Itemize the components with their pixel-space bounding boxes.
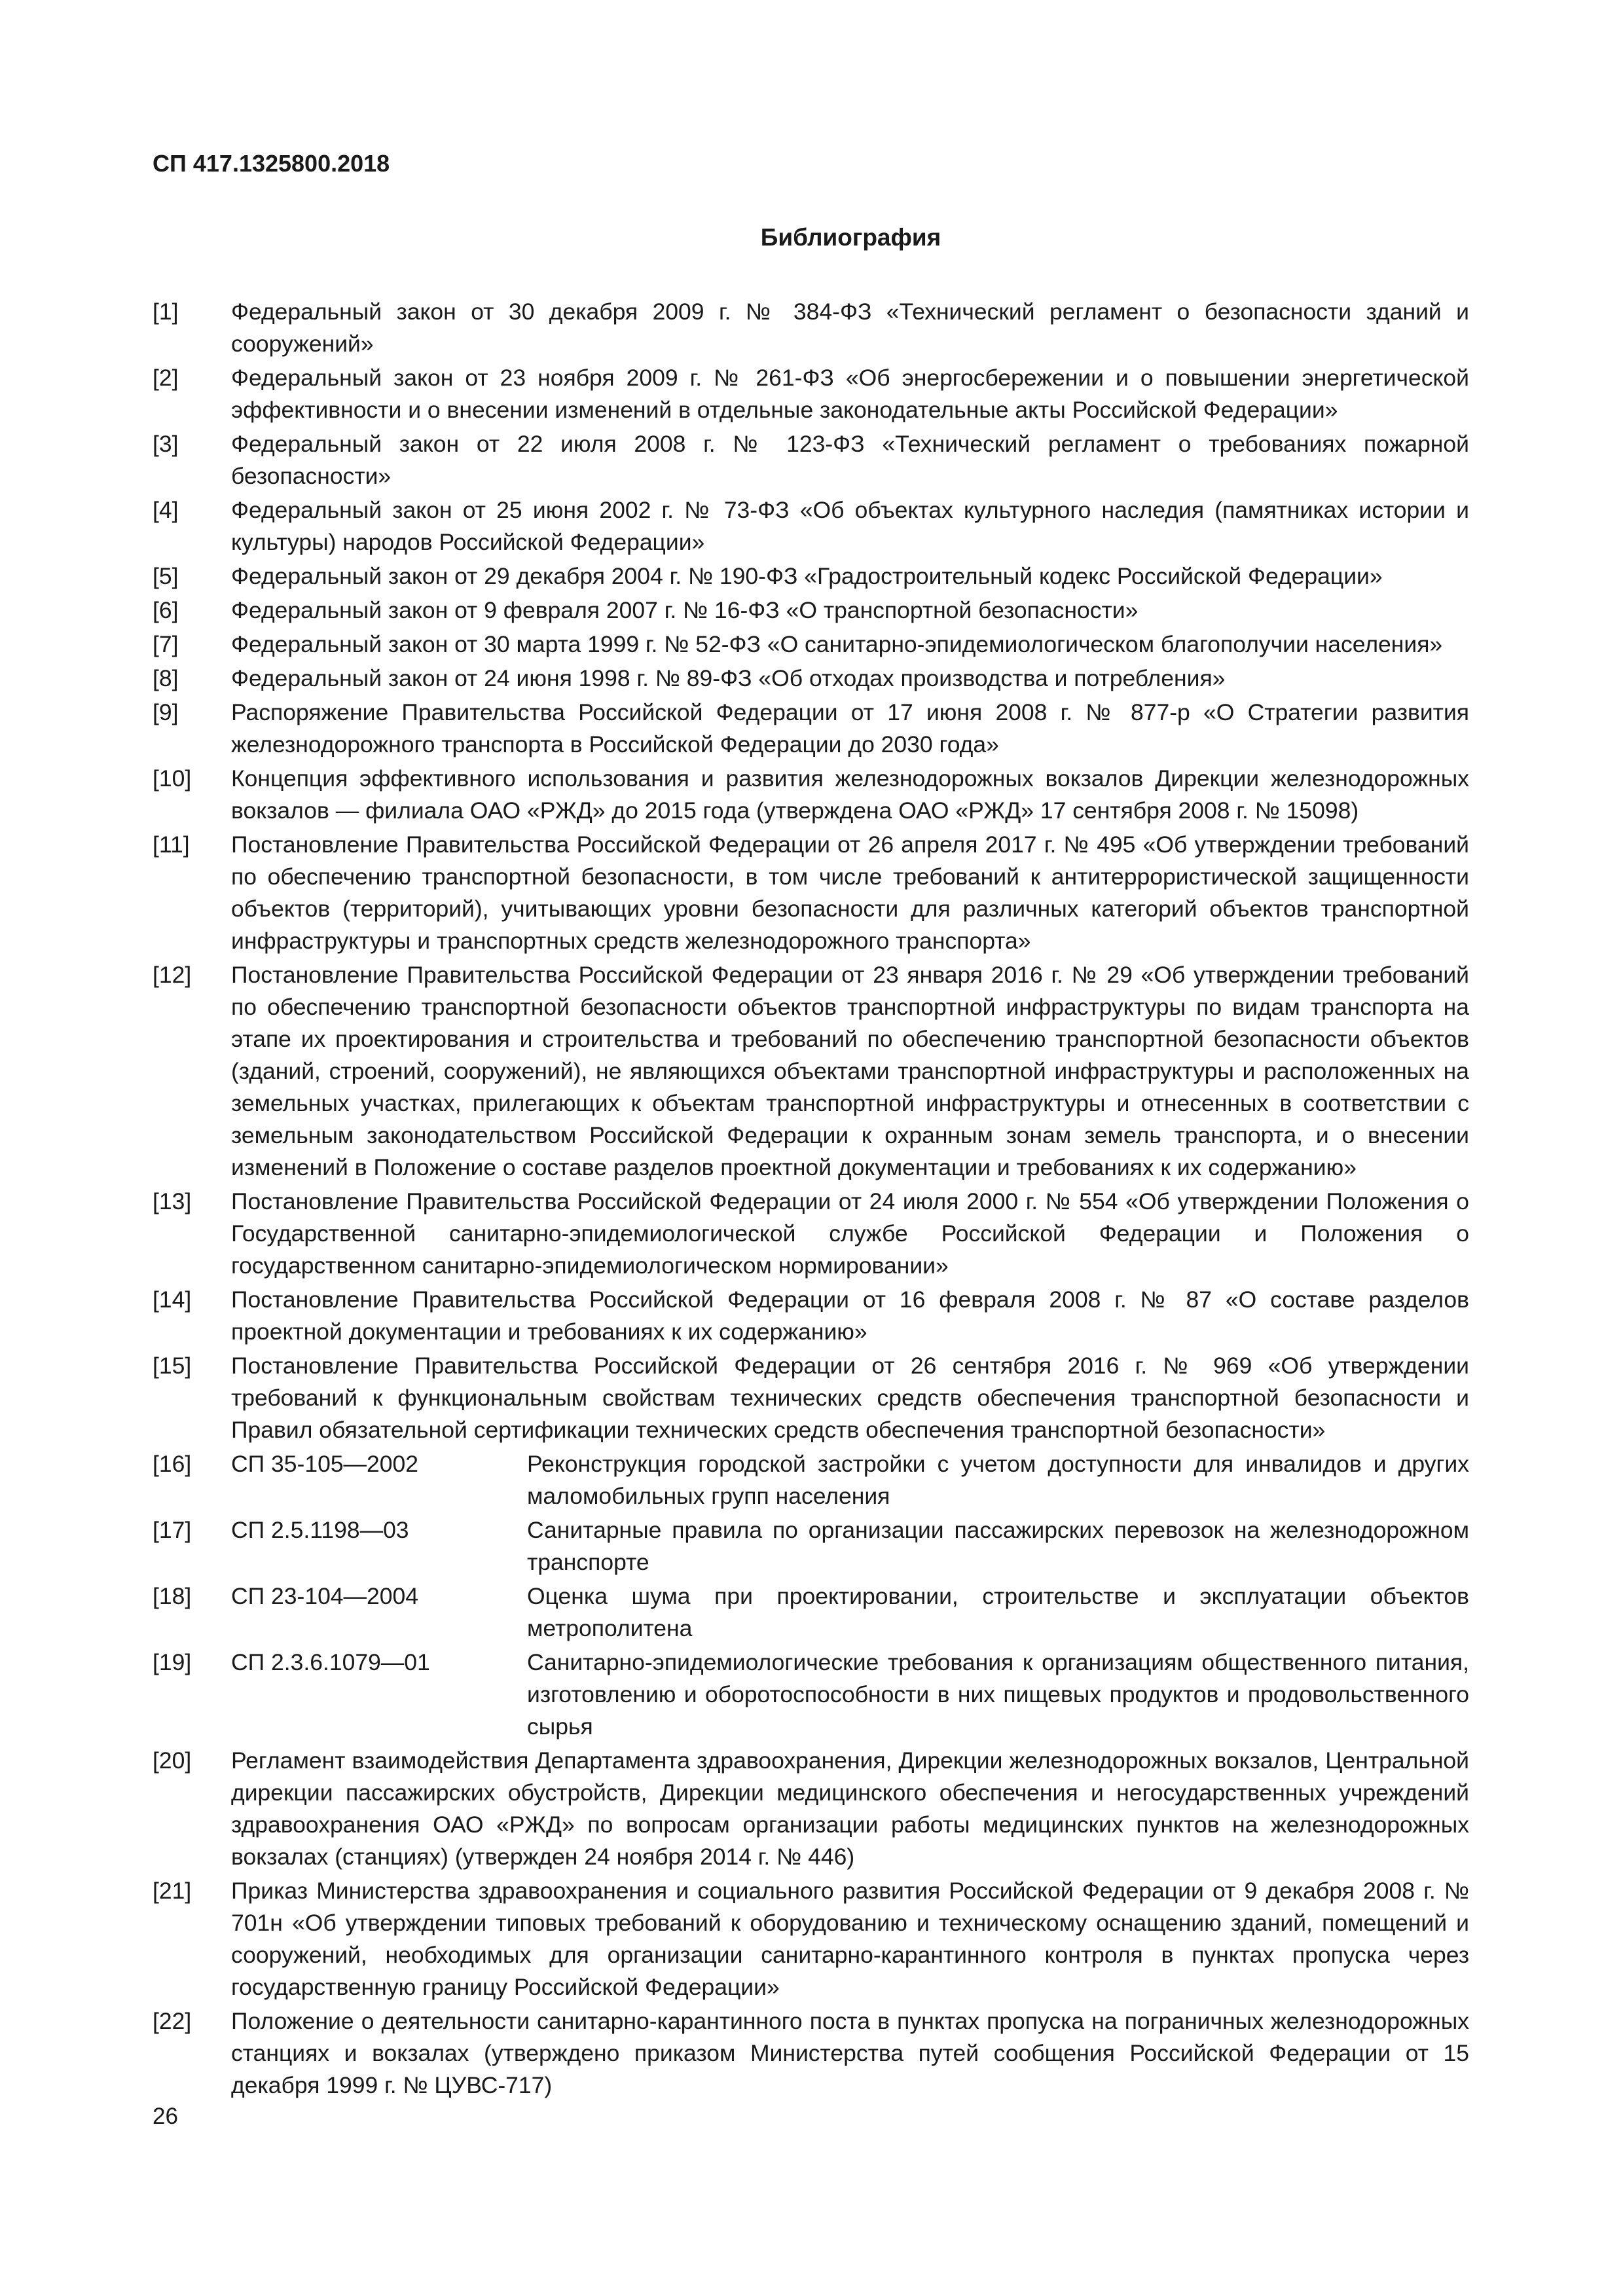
entry-code: СП 2.3.6.1079—01 <box>231 1649 430 1675</box>
document-code: СП 417.1325800.2018 <box>153 150 390 177</box>
bibliography-entry <box>153 959 1469 1184</box>
bibliography-entry <box>153 1745 1469 1873</box>
bibliography-entry <box>153 1284 1469 1348</box>
entry-text: Федеральный закон от 30 марта 1999 г. № 52-ФЗ «О санитарно-эпидемиологическом благополучии населения» <box>231 631 1443 657</box>
entry-text: Федеральный закон от 23 ноября 2009 г. № 261-ФЗ «Об энергосбережении и о повышении энергетической эффективности и о внесении изменений в отдельные законодательные акты Российской Федерации» <box>231 365 1469 423</box>
bibliography-entry <box>153 494 1469 558</box>
entry-text: Регламент взаимодействия Департамента здравоохранения, Дирекции железнодорожных вокзалов, Центральной дирекции пассажирских обустройств, Дирекции медицинского обеспечения и негосударственных учреждений здравоохранения ОАО «РЖД» по вопросам организации работы медицинских пунктов на железнодорожных вокзалах (станциях) (утвержден 24 ноября 2014 г. № 446) <box>231 1747 1469 1870</box>
bibliography-entry <box>153 1514 1469 1578</box>
entry-code: СП 35-105—2002 <box>231 1451 419 1477</box>
entry-text: Санитарные правила по организации пассажирских перевозок на железнодорожном транспорте <box>527 1517 1469 1575</box>
bibliography-entry <box>153 763 1469 827</box>
bibliography-entry <box>153 428 1469 492</box>
entry-text: Федеральный закон от 24 июня 1998 г. № 89-ФЗ «Об отходах производства и потребления» <box>231 665 1226 691</box>
bibliography-entry <box>153 560 1469 592</box>
entry-text: Постановление Правительства Российской Федерации от 23 января 2016 г. № 29 «Об утверждении требований по обеспечению транспортной безопасности объектов транспортной инфраструктуры по видам транспорта на этапе их проектирования и строительства и требований по обеспечению транспортной безопасности объектов (зданий, строений, сооружений), не являющихся объектами транспортной инфраструктуры и расположенных на земельных участках, прилегающих к объектам транспортной инфраструктуры и отнесенных в соответствии с земельным законодательством Российской Федерации к охранным зонам земель транспорта, и о внесении изменений в Положение о составе разделов проектной документации и требованиях к их содержанию» <box>231 962 1469 1180</box>
bibliography-entry <box>153 697 1469 761</box>
entry-text: Приказ Министерства здравоохранения и социального развития Российской Федерации от 9 декабря 2008 г. № 701н «Об утверждении типовых требований к оборудованию и техническому оснащению зданий, помещений и сооружений, необходимых для организации санитарно-карантинного контроля в пунктах пропуска через государственную границу Российской Федерации» <box>231 1878 1469 2000</box>
entry-number: [9] <box>153 699 179 725</box>
entry-code: СП 2.5.1198—03 <box>231 1517 409 1543</box>
entry-number: [19] <box>153 1649 192 1675</box>
entry-number: [2] <box>153 365 179 391</box>
entry-text: Постановление Правительства Российской Федерации от 24 июля 2000 г. № 554 «Об утверждении Положения о Государственной санитарно-эпидемиологической службе Российской Федерации и Положения о государственном санитарно-эпидемиологическом нормировании» <box>231 1188 1469 1279</box>
entry-number: [12] <box>153 962 192 988</box>
bibliography-entry <box>153 1448 1469 1512</box>
entry-number: [20] <box>153 1747 192 1774</box>
entry-number: [15] <box>153 1353 192 1379</box>
bibliography-entry <box>153 1186 1469 1282</box>
entry-text: Федеральный закон от 9 февраля 2007 г. № 16-ФЗ «О транспортной безопасности» <box>231 597 1139 623</box>
entry-text: Реконструкция городской застройки с учетом доступности для инвалидов и других маломобильных групп населения <box>527 1451 1469 1509</box>
entry-text: Федеральный закон от 25 июня 2002 г. № 73-ФЗ «Об объектах культурного наследия (памятниках истории и культуры) народов Российской Федерации» <box>231 497 1469 555</box>
entry-number: [6] <box>153 597 179 623</box>
entry-text: Постановление Правительства Российской Федерации от 26 сентября 2016 г. № 969 «Об утверждении требований к функциональным свойствам технических средств обеспечения транспортной безопасности и Правил обязательной сертификации технических средств обеспечения транспортной безопасности» <box>231 1353 1469 1443</box>
entry-number: [14] <box>153 1286 192 1313</box>
entry-number: [21] <box>153 1878 192 1904</box>
entry-text: Постановление Правительства Российской Федерации от 16 февраля 2008 г. № 87 «О составе разделов проектной документации и требованиях к их содержанию» <box>231 1286 1469 1345</box>
entry-number: [5] <box>153 563 179 589</box>
entry-number: [22] <box>153 2008 192 2034</box>
entry-text: Постановление Правительства Российской Федерации от 26 апреля 2017 г. № 495 «Об утверждении требований по обеспечению транспортной безопасности, в том числе требований к антитеррористической защищенности объектов (территорий), учитывающих уровни безопасности для различных категорий объектов транспортной инфраструктуры и транспортных средств железнодорожного транспорта» <box>231 831 1469 954</box>
entry-number: [18] <box>153 1583 192 1609</box>
entry-number: [8] <box>153 665 179 691</box>
bibliography-entry <box>153 1647 1469 1743</box>
entry-number: [16] <box>153 1451 192 1477</box>
page-number: 26 <box>153 2104 178 2129</box>
bibliography-entry <box>153 2005 1469 2102</box>
entry-number: [3] <box>153 431 179 457</box>
bibliography-entry <box>153 296 1469 360</box>
entry-text: Положение о деятельности санитарно-карантинного поста в пунктах пропуска на пограничных железнодорожных станциях и вокзалах (утверждено приказом Министерства путей сообщения Российской Федерации от 15 декабря 1999 г. № ЦУВС-717) <box>231 2008 1469 2098</box>
entry-text: Федеральный закон от 22 июля 2008 г. № 123-ФЗ «Технический регламент о требованиях пожарной безопасности» <box>231 431 1469 489</box>
entry-text: Распоряжение Правительства Российской Федерации от 17 июня 2008 г. № 877-р «О Стратегии развития железнодорожного транспорта в Российской Федерации до 2030 года» <box>231 699 1469 757</box>
entry-text: Федеральный закон от 30 декабря 2009 г. № 384-ФЗ «Технический регламент о безопасности зданий и сооружений» <box>231 299 1469 357</box>
entry-text: Федеральный закон от 29 декабря 2004 г. № 190-ФЗ «Градостроительный кодекс Российской Федерации» <box>231 563 1383 589</box>
entry-number: [10] <box>153 765 192 792</box>
entry-code: СП 23-104—2004 <box>231 1583 419 1609</box>
entry-number: [17] <box>153 1517 192 1543</box>
entry-text: Оценка шума при проектировании, строительстве и эксплуатации объектов метрополитена <box>527 1583 1469 1641</box>
bibliography-entry <box>153 629 1469 661</box>
section-title: Библиография <box>760 224 941 251</box>
entry-number: [11] <box>153 831 190 858</box>
bibliography-entry <box>153 663 1469 695</box>
bibliography-entry <box>153 1580 1469 1645</box>
entry-number: [4] <box>153 497 179 523</box>
bibliography-entry <box>153 829 1469 957</box>
bibliography-entry <box>153 1875 1469 2003</box>
entry-number: [7] <box>153 631 179 657</box>
entry-text: Санитарно-эпидемиологические требования к организациям общественного питания, изготовлению и оборотоспособности в них пищевых продуктов и продовольственного сырья <box>527 1649 1469 1740</box>
bibliography-entry <box>153 594 1469 627</box>
entry-number: [13] <box>153 1188 192 1214</box>
bibliography-list <box>153 296 1469 2104</box>
entry-number: [1] <box>153 299 179 325</box>
bibliography-entry <box>153 362 1469 426</box>
entry-text: Концепция эффективного использования и развития железнодорожных вокзалов Дирекции железнодорожных вокзалов — филиала ОАО «РЖД» до 2015 года (утверждена ОАО «РЖД» 17 сентября 2008 г. № 15098) <box>231 765 1469 824</box>
bibliography-entry <box>153 1350 1469 1446</box>
